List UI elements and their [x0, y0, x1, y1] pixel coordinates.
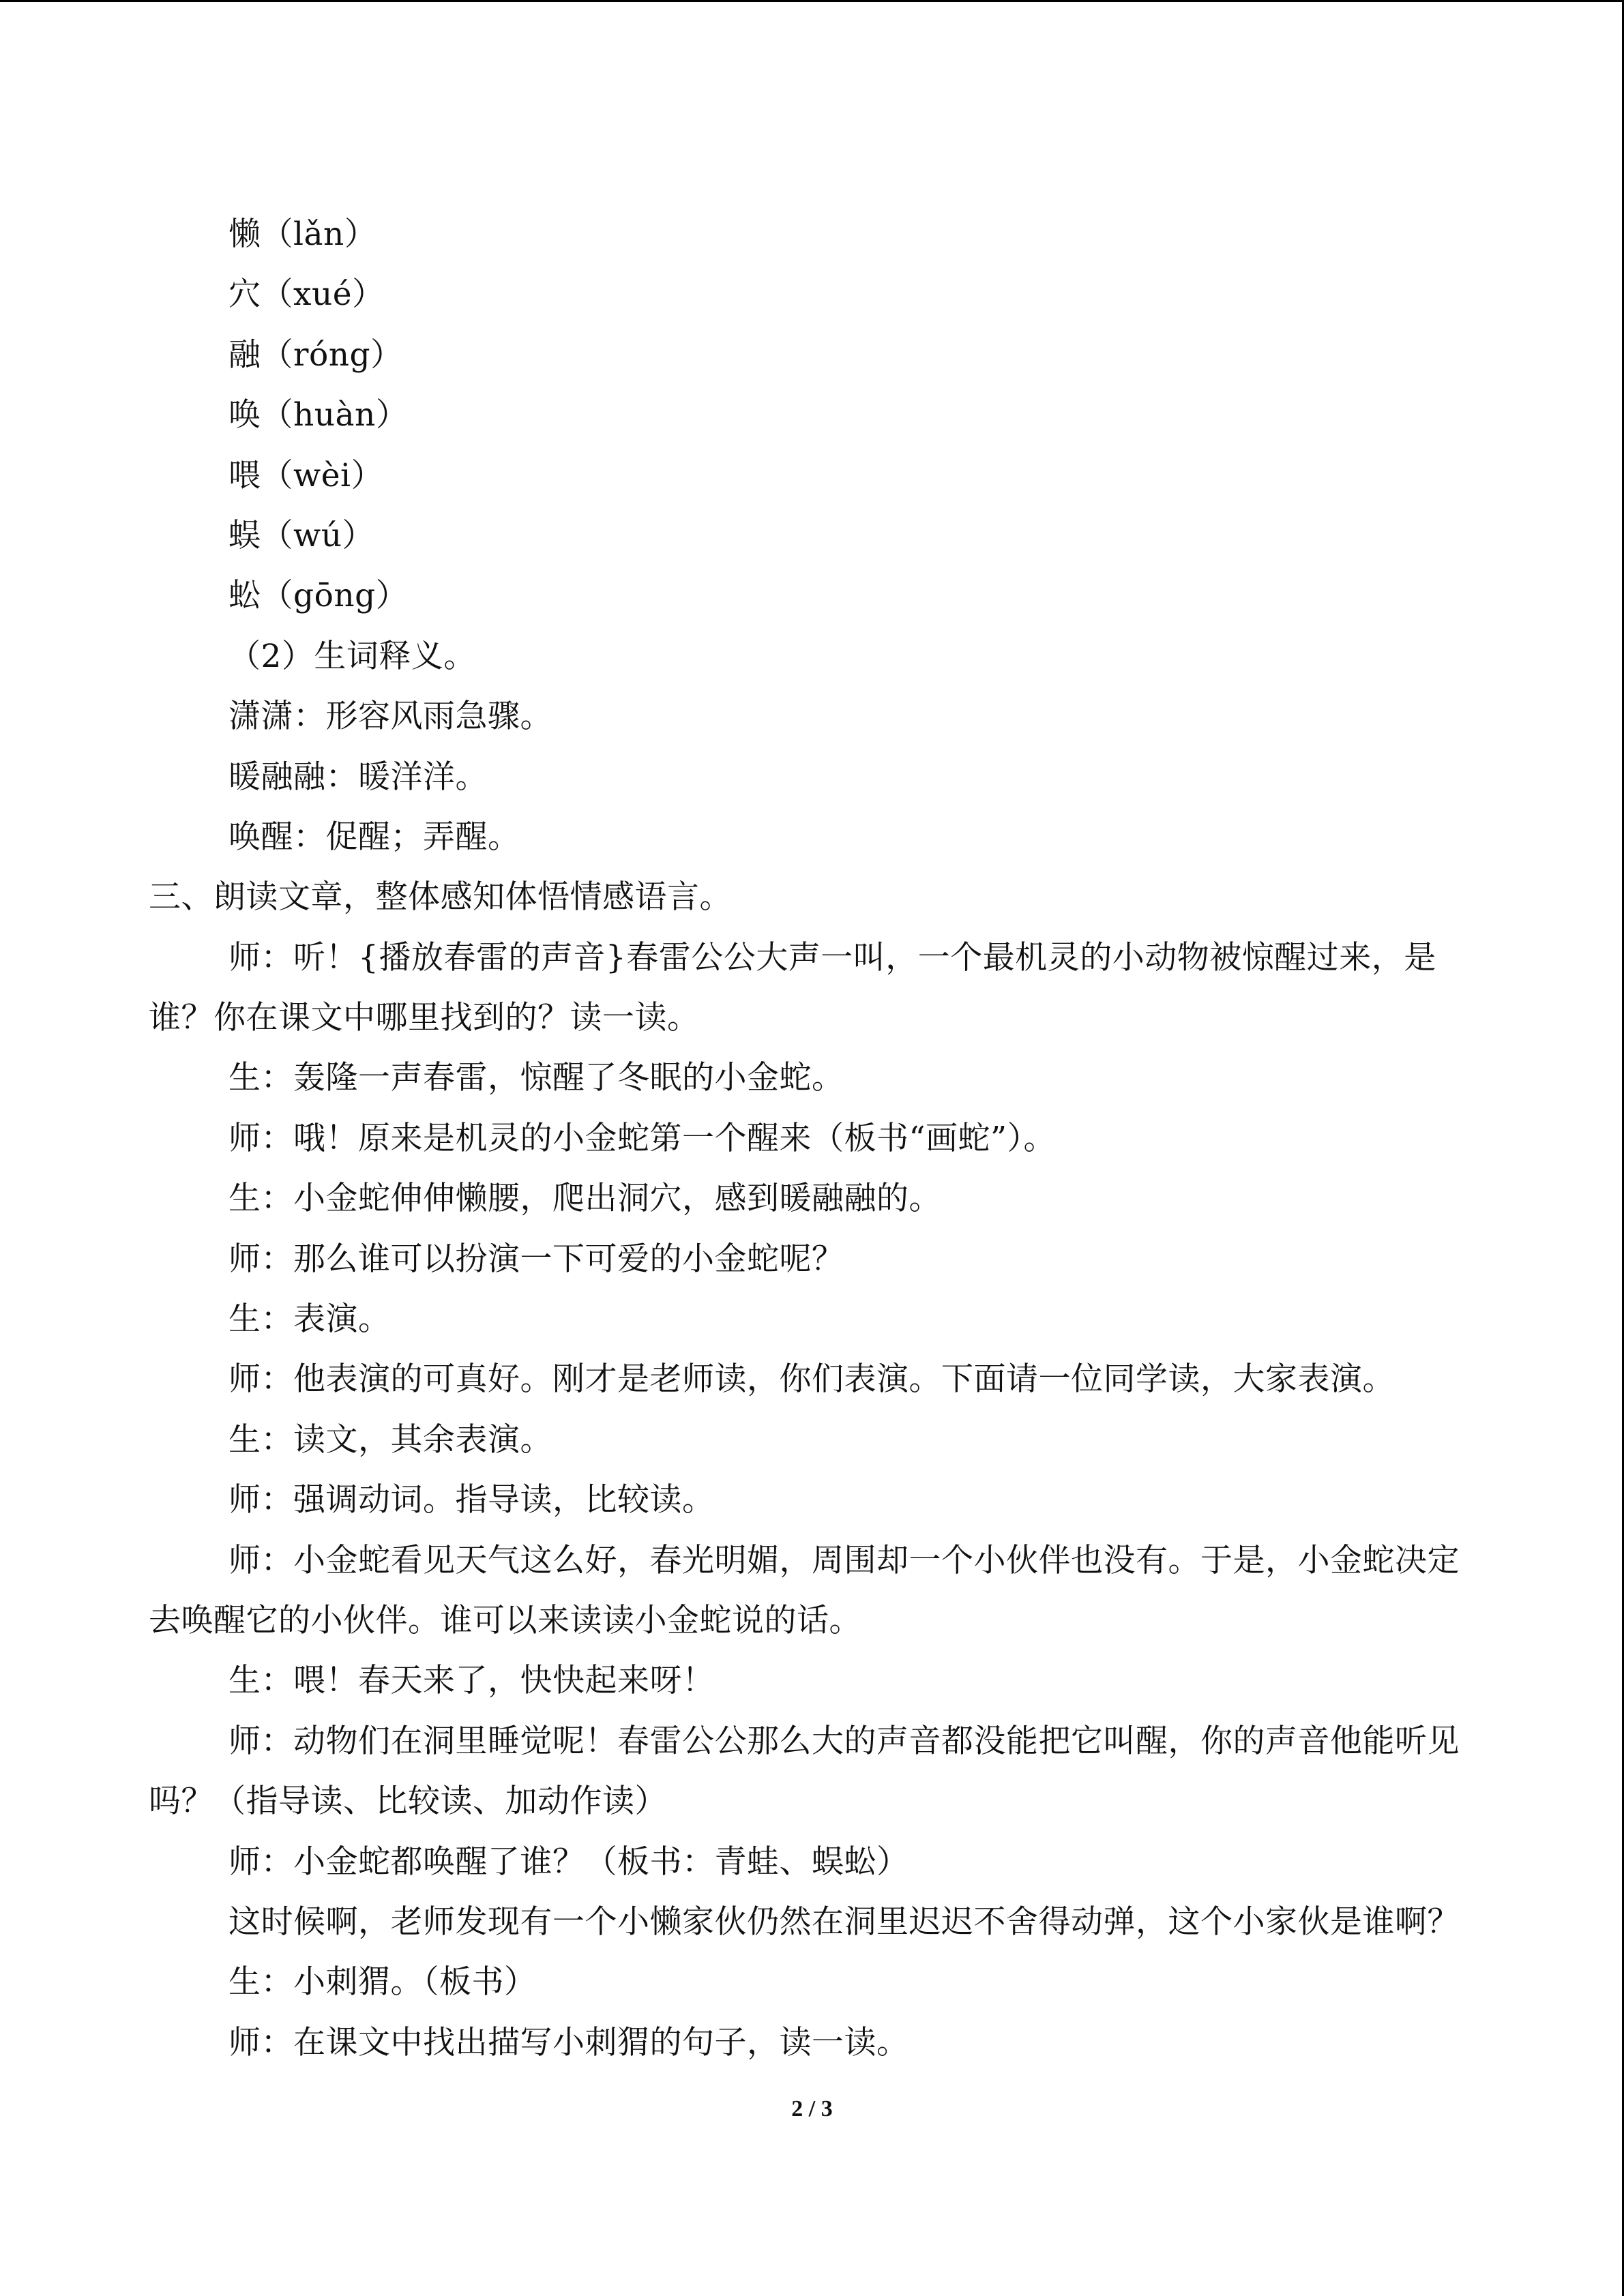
- text-line: 唤（huàn）: [228, 396, 409, 434]
- text-line: 这时候啊，老师发现有一个小懒家伙仍然在洞里迟迟不舍得动弹，这个小家伙是谁啊？: [228, 1903, 1460, 1941]
- text-line: 生：轰隆一声春雷，惊醒了冬眠的小金蛇。: [228, 1059, 844, 1097]
- text-line: 师：哦！原来是机灵的小金蛇第一个醒来（板书“画蛇”）。: [228, 1119, 1057, 1157]
- text-line: 懒（lǎn）: [228, 215, 377, 253]
- text-line: 师：在课文中找出描写小刺猬的句子，读一读。: [228, 2023, 909, 2061]
- text-line: 生：读文，其余表演。: [228, 1420, 552, 1459]
- text-line: 师：听！{播放春雷的声音}春雷公公大声一叫，一个最机灵的小动物被惊醒过来，是: [228, 938, 1436, 976]
- top-border-line: [0, 0, 1624, 2]
- text-line: 暖融融：暖洋洋。: [228, 758, 488, 796]
- text-line: 谁？你在课文中哪里找到的？读一读。: [149, 999, 700, 1037]
- text-line: 师：小金蛇看见天气这么好，春光明媚，周围却一个小伙伴也没有。于是，小金蛇决定: [228, 1541, 1460, 1579]
- text-line: 师：他表演的可真好。刚才是老师读，你们表演。下面请一位同学读，大家表演。: [228, 1360, 1395, 1399]
- text-line: 唤醒：促醒；弄醒。: [228, 818, 520, 856]
- text-line: 生：小金蛇伸伸懒腰，爬出洞穴，感到暖融融的。: [228, 1180, 941, 1218]
- text-line: 生：小刺猬。（板书）: [228, 1963, 537, 2001]
- text-line: 师：那么谁可以扮演一下可爱的小金蛇呢？: [228, 1240, 844, 1278]
- text-line: 生：表演。: [228, 1300, 391, 1339]
- text-line: 蚣（gōng）: [228, 577, 409, 615]
- page-number: 2 / 3: [791, 2096, 833, 2121]
- text-line: 融（róng）: [228, 336, 403, 374]
- text-line: 师：强调动词。指导读，比较读。: [228, 1481, 715, 1519]
- text-line: 穴（xué）: [228, 275, 385, 314]
- text-line: 吗？（指导读、比较读、加动作读）: [149, 1783, 667, 1821]
- text-line: 喂（wèi）: [228, 456, 384, 494]
- text-line: 蜈（wú）: [228, 516, 374, 554]
- text-line: 潇潇：形容风雨急骤。: [228, 698, 552, 736]
- text-line: 去唤醒它的小伙伴。谁可以来读读小金蛇说的话。: [149, 1601, 861, 1639]
- text-line: （2）生词释义。: [228, 637, 476, 675]
- text-line: 生：喂！春天来了，快快起来呀！: [228, 1662, 715, 1700]
- text-line: 师：小金蛇都唤醒了谁？（板书：青蛙、蜈蚣）: [228, 1843, 909, 1881]
- text-line: 师：动物们在洞里睡觉呢！春雷公公那么大的声音都没能把它叫醒，你的声音他能听见: [228, 1722, 1460, 1760]
- text-line: 三、朗读文章，整体感知体悟情感语言。: [149, 878, 732, 916]
- document-body: [149, 205, 1458, 2073]
